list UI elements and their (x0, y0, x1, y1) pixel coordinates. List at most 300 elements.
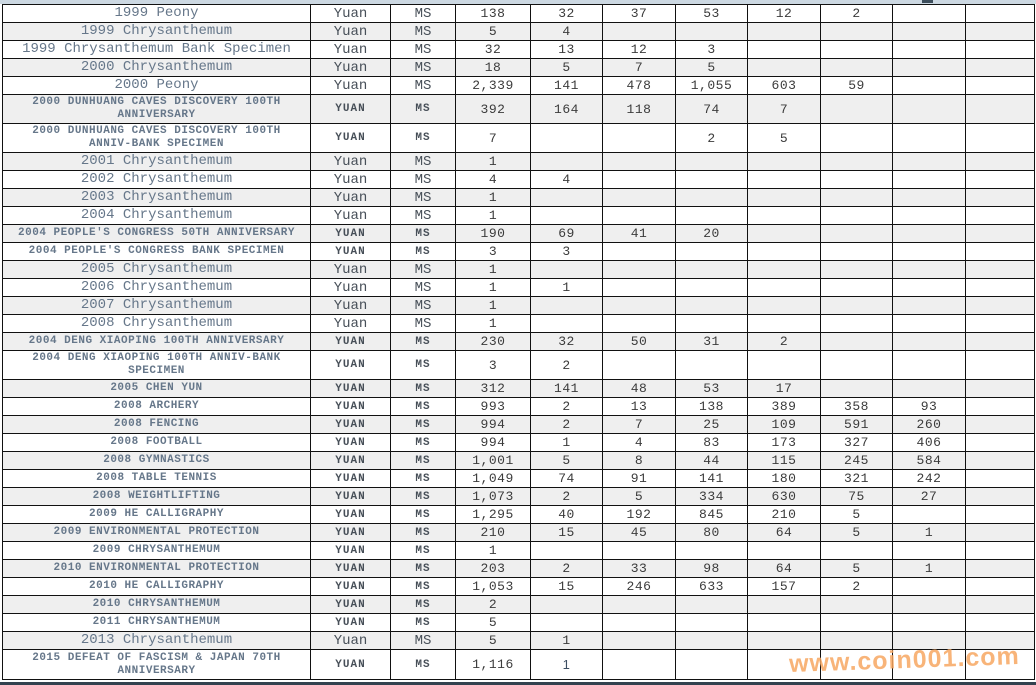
grade-count-cell: 845 (676, 506, 748, 524)
grade-count-cell (966, 470, 1035, 488)
grade-count-cell (966, 614, 1035, 632)
grade-count-cell: 44 (676, 452, 748, 470)
grade-count-cell (893, 542, 966, 560)
currency-cell: YUAN (311, 333, 391, 351)
scrollbar-thumb[interactable] (922, 0, 933, 3)
coin-name-link[interactable]: 2004 PEOPLE'S CONGRESS 50TH ANNIVERSARY (3, 225, 311, 243)
designation-cell: MS (391, 488, 456, 506)
grade-count-cell: 74 (676, 95, 748, 124)
table-row (3, 452, 1035, 470)
grade-count-cell (966, 506, 1035, 524)
table-row (3, 59, 1035, 77)
grade-count-cell (966, 95, 1035, 124)
grade-count-cell (893, 95, 966, 124)
currency-cell: YUAN (311, 398, 391, 416)
grade-count-cell: 93 (893, 398, 966, 416)
currency-cell: Yuan (311, 171, 391, 189)
table-row (3, 434, 1035, 452)
grade-count-cell (821, 632, 893, 650)
table-row (3, 380, 1035, 398)
grade-count-cell: 203 (456, 560, 531, 578)
grade-count-cell (966, 596, 1035, 614)
grade-count-cell (676, 207, 748, 225)
grade-count-cell (966, 153, 1035, 171)
designation-cell: MS (391, 333, 456, 351)
grade-count-cell: 138 (676, 398, 748, 416)
grade-count-cell: 138 (456, 5, 531, 23)
coin-name-link[interactable]: 2010 HE CALLIGRAPHY (3, 578, 311, 596)
grade-count-cell (748, 59, 821, 77)
currency-cell: Yuan (311, 5, 391, 23)
grade-count-cell (966, 333, 1035, 351)
currency-cell: YUAN (311, 452, 391, 470)
currency-cell: Yuan (311, 207, 391, 225)
grade-count-cell: 4 (531, 171, 603, 189)
grade-count-cell (893, 189, 966, 207)
coin-name-link[interactable]: 2008 Chrysanthemum (3, 315, 311, 333)
grade-count-cell (531, 297, 603, 315)
grade-count-cell (966, 488, 1035, 506)
grade-count-cell (676, 153, 748, 171)
coin-name-link[interactable]: 2004 Chrysanthemum (3, 207, 311, 225)
designation-cell: MS (391, 225, 456, 243)
grade-count-cell: 17 (748, 380, 821, 398)
grade-count-cell: 327 (821, 434, 893, 452)
currency-cell: YUAN (311, 416, 391, 434)
grade-count-cell (603, 596, 676, 614)
grade-count-cell (676, 650, 748, 680)
coin-name-link[interactable]: 2010 CHRYSANTHEMUM (3, 596, 311, 614)
grade-count-cell (748, 297, 821, 315)
coin-name-link[interactable]: 2000 Peony (3, 77, 311, 95)
grade-count-cell (893, 596, 966, 614)
grade-count-cell: 7 (456, 124, 531, 153)
grade-count-cell: 3 (456, 351, 531, 380)
grade-count-cell (676, 614, 748, 632)
grade-count-cell (966, 261, 1035, 279)
grade-count-cell (531, 124, 603, 153)
grade-count-cell: 245 (821, 452, 893, 470)
currency-cell: Yuan (311, 315, 391, 333)
grade-count-cell (893, 578, 966, 596)
coin-name-link[interactable]: 2007 Chrysanthemum (3, 297, 311, 315)
grade-count-cell: 210 (456, 524, 531, 542)
grade-count-cell: 1 (893, 560, 966, 578)
currency-cell: Yuan (311, 77, 391, 95)
grade-count-cell: 4 (603, 434, 676, 452)
grade-count-cell: 1 (531, 650, 603, 680)
currency-cell: YUAN (311, 124, 391, 153)
grade-count-cell (603, 23, 676, 41)
grade-count-cell (966, 632, 1035, 650)
designation-cell: MS (391, 434, 456, 452)
grade-count-cell (893, 207, 966, 225)
designation-cell: MS (391, 578, 456, 596)
grade-count-cell (966, 452, 1035, 470)
coin-name-link[interactable]: 2008 WEIGHTLIFTING (3, 488, 311, 506)
coin-name-link[interactable]: 2006 Chrysanthemum (3, 279, 311, 297)
grade-count-cell (603, 632, 676, 650)
coin-name-link[interactable]: 2009 CHRYSANTHEMUM (3, 542, 311, 560)
coin-name-link[interactable]: 2005 CHEN YUN (3, 380, 311, 398)
grade-count-cell (821, 297, 893, 315)
grade-count-cell: 13 (531, 41, 603, 59)
grade-count-cell: 312 (456, 380, 531, 398)
currency-cell: YUAN (311, 434, 391, 452)
grade-count-cell (748, 279, 821, 297)
table-row (3, 279, 1035, 297)
grade-count-cell (603, 297, 676, 315)
grade-count-cell: 115 (748, 452, 821, 470)
table-row (3, 171, 1035, 189)
grade-count-cell (603, 171, 676, 189)
grade-count-cell (966, 578, 1035, 596)
coin-name-link[interactable]: 2008 TABLE TENNIS (3, 470, 311, 488)
coin-name-link[interactable]: 2002 Chrysanthemum (3, 171, 311, 189)
coin-name-link[interactable]: 2004 PEOPLE'S CONGRESS BANK SPECIMEN (3, 243, 311, 261)
designation-cell: MS (391, 524, 456, 542)
table-row (3, 153, 1035, 171)
grade-count-cell (966, 207, 1035, 225)
designation-cell: MS (391, 5, 456, 23)
grade-count-cell: 5 (821, 524, 893, 542)
grade-count-cell: 50 (603, 333, 676, 351)
grade-count-cell: 1 (531, 279, 603, 297)
designation-cell: MS (391, 95, 456, 124)
grade-count-cell: 118 (603, 95, 676, 124)
grade-count-cell (531, 614, 603, 632)
grade-count-cell: 75 (821, 488, 893, 506)
designation-cell: MS (391, 171, 456, 189)
grade-count-cell: 993 (456, 398, 531, 416)
currency-cell: YUAN (311, 351, 391, 380)
coin-name-link[interactable]: 2008 GYMNASTICS (3, 452, 311, 470)
grade-count-cell (893, 333, 966, 351)
designation-cell: MS (391, 243, 456, 261)
coin-name-link[interactable]: 2008 ARCHERY (3, 398, 311, 416)
grade-count-cell: 1 (456, 207, 531, 225)
grade-count-cell: 1,001 (456, 452, 531, 470)
grade-count-cell: 1 (456, 542, 531, 560)
grade-count-cell (676, 23, 748, 41)
grade-count-cell: 5 (748, 124, 821, 153)
grade-count-cell (531, 207, 603, 225)
grade-count-cell (748, 632, 821, 650)
currency-cell: Yuan (311, 261, 391, 279)
grade-count-cell: 1 (456, 279, 531, 297)
grade-count-cell (821, 243, 893, 261)
grade-count-cell (531, 315, 603, 333)
grade-count-cell (893, 59, 966, 77)
table-row (3, 542, 1035, 560)
grade-count-cell: 994 (456, 434, 531, 452)
grade-count-cell: 59 (821, 77, 893, 95)
grade-count-cell: 2 (676, 124, 748, 153)
designation-cell: MS (391, 398, 456, 416)
grade-count-cell: 190 (456, 225, 531, 243)
coin-name-link[interactable]: 1999 Peony (3, 5, 311, 23)
grade-count-cell: 389 (748, 398, 821, 416)
coin-name-link[interactable]: 2013 Chrysanthemum (3, 632, 311, 650)
grade-count-cell: 230 (456, 333, 531, 351)
grade-count-cell: 2 (531, 398, 603, 416)
grade-count-cell (603, 243, 676, 261)
grade-count-cell: 157 (748, 578, 821, 596)
grade-count-cell: 584 (893, 452, 966, 470)
designation-cell: MS (391, 614, 456, 632)
table-row (3, 225, 1035, 243)
grade-count-cell (531, 596, 603, 614)
grade-count-cell (748, 315, 821, 333)
coin-name-link[interactable]: 1999 Chrysanthemum Bank Specimen (3, 41, 311, 59)
coin-name-link[interactable]: 2004 DENG XIAOPING 100TH ANNIV-BANK SPECIMEN (3, 351, 311, 380)
grade-count-cell (603, 614, 676, 632)
grade-count-cell (893, 261, 966, 279)
grade-count-cell: 994 (456, 416, 531, 434)
grade-count-cell (821, 261, 893, 279)
table-row (3, 632, 1035, 650)
table-row (3, 124, 1035, 153)
coin-name-link[interactable]: 2009 HE CALLIGRAPHY (3, 506, 311, 524)
currency-cell: Yuan (311, 23, 391, 41)
grade-count-cell: 164 (531, 95, 603, 124)
grade-count-cell (893, 380, 966, 398)
grade-count-cell (821, 315, 893, 333)
designation-cell: MS (391, 315, 456, 333)
grade-count-cell: 64 (748, 524, 821, 542)
grade-count-cell: 32 (456, 41, 531, 59)
grade-count-cell: 141 (531, 77, 603, 95)
designation-cell: MS (391, 59, 456, 77)
designation-cell: MS (391, 297, 456, 315)
grade-count-cell: 406 (893, 434, 966, 452)
grade-count-cell: 1 (456, 315, 531, 333)
currency-cell: YUAN (311, 596, 391, 614)
grade-count-cell: 478 (603, 77, 676, 95)
coin-name-link[interactable]: 2009 ENVIRONMENTAL PROTECTION (3, 524, 311, 542)
coin-name-link[interactable]: 2011 CHRYSANTHEMUM (3, 614, 311, 632)
currency-cell: YUAN (311, 488, 391, 506)
currency-cell: Yuan (311, 153, 391, 171)
grade-count-cell: 633 (676, 578, 748, 596)
grade-count-cell: 334 (676, 488, 748, 506)
grade-count-cell (893, 243, 966, 261)
coin-name-link[interactable]: 2015 DEFEAT OF FASCISM & JAPAN 70TH ANNIVERSARY (3, 650, 311, 680)
grade-count-cell (821, 279, 893, 297)
coin-name-link[interactable]: 2001 Chrysanthemum (3, 153, 311, 171)
designation-cell: MS (391, 77, 456, 95)
grade-count-cell: 260 (893, 416, 966, 434)
grade-count-cell: 2 (531, 416, 603, 434)
grade-count-cell: 1,053 (456, 578, 531, 596)
grade-count-cell: 4 (531, 23, 603, 41)
currency-cell: YUAN (311, 225, 391, 243)
grade-count-cell (821, 650, 893, 680)
grade-count-cell (893, 5, 966, 23)
grade-count-cell (821, 23, 893, 41)
currency-cell: YUAN (311, 506, 391, 524)
currency-cell: Yuan (311, 297, 391, 315)
table-row (3, 614, 1035, 632)
grade-count-cell: 45 (603, 524, 676, 542)
grade-count-cell: 13 (603, 398, 676, 416)
grade-count-cell (893, 171, 966, 189)
currency-cell: YUAN (311, 95, 391, 124)
grade-count-cell (603, 279, 676, 297)
grade-count-cell: 15 (531, 578, 603, 596)
currency-cell: YUAN (311, 614, 391, 632)
grade-count-cell: 2 (531, 488, 603, 506)
grade-count-cell (676, 315, 748, 333)
grade-count-cell: 5 (531, 59, 603, 77)
grade-count-cell: 53 (676, 380, 748, 398)
grade-count-cell (748, 207, 821, 225)
grade-count-cell (603, 189, 676, 207)
currency-cell: YUAN (311, 560, 391, 578)
grade-count-cell: 4 (456, 171, 531, 189)
coin-name-link[interactable]: 2010 ENVIRONMENTAL PROTECTION (3, 560, 311, 578)
currency-cell: YUAN (311, 650, 391, 680)
designation-cell: MS (391, 452, 456, 470)
grade-count-cell: 80 (676, 524, 748, 542)
grade-count-cell: 83 (676, 434, 748, 452)
table-row (3, 650, 1035, 680)
grade-count-cell (603, 124, 676, 153)
table-row (3, 41, 1035, 59)
grade-count-cell (893, 351, 966, 380)
grade-count-cell: 5 (821, 506, 893, 524)
grade-count-cell (893, 41, 966, 59)
grade-count-cell (748, 243, 821, 261)
grade-count-cell: 1,073 (456, 488, 531, 506)
grade-count-cell: 1 (456, 297, 531, 315)
grade-count-cell: 5 (456, 23, 531, 41)
grade-count-cell: 18 (456, 59, 531, 77)
grade-count-cell (821, 189, 893, 207)
coin-name-link[interactable]: 2000 DUNHUANG CAVES DISCOVERY 100TH ANNIVERSARY (3, 95, 311, 124)
designation-cell: MS (391, 351, 456, 380)
grade-count-cell (748, 171, 821, 189)
grade-count-cell (676, 279, 748, 297)
table-row (3, 5, 1035, 23)
grade-count-cell (966, 243, 1035, 261)
grade-count-cell: 192 (603, 506, 676, 524)
coin-name-link[interactable]: 2000 DUNHUANG CAVES DISCOVERY 100TH ANNIV-BANK SPECIMEN (3, 124, 311, 153)
grade-count-cell (893, 77, 966, 95)
grade-count-cell (748, 225, 821, 243)
grade-count-cell (966, 189, 1035, 207)
designation-cell: MS (391, 261, 456, 279)
grade-count-cell (821, 333, 893, 351)
table-row (3, 95, 1035, 124)
designation-cell: MS (391, 542, 456, 560)
coin-name-link[interactable]: 2008 FOOTBALL (3, 434, 311, 452)
grade-count-cell: 210 (748, 506, 821, 524)
designation-cell: MS (391, 506, 456, 524)
table-row (3, 596, 1035, 614)
grade-count-cell: 1,049 (456, 470, 531, 488)
grade-count-cell (966, 524, 1035, 542)
grade-count-cell (966, 124, 1035, 153)
table-row (3, 23, 1035, 41)
designation-cell: MS (391, 279, 456, 297)
grade-count-cell: 53 (676, 5, 748, 23)
coin-name-link[interactable]: 1999 Chrysanthemum (3, 23, 311, 41)
grade-count-cell (893, 279, 966, 297)
currency-cell: Yuan (311, 59, 391, 77)
grade-count-cell: 3 (456, 243, 531, 261)
grade-count-cell (676, 261, 748, 279)
grade-count-cell: 358 (821, 398, 893, 416)
table-row (3, 189, 1035, 207)
grade-count-cell (893, 632, 966, 650)
grade-count-cell (966, 650, 1035, 680)
table-row (3, 560, 1035, 578)
coin-name-link[interactable]: 2003 Chrysanthemum (3, 189, 311, 207)
designation-cell: MS (391, 23, 456, 41)
grade-count-cell (821, 596, 893, 614)
grade-count-cell (966, 5, 1035, 23)
grade-count-cell: 5 (676, 59, 748, 77)
grade-count-cell: 1 (531, 632, 603, 650)
currency-cell: YUAN (311, 524, 391, 542)
grade-count-cell (821, 41, 893, 59)
designation-cell: MS (391, 380, 456, 398)
currency-cell: YUAN (311, 243, 391, 261)
grade-count-cell: 246 (603, 578, 676, 596)
coin-name-link[interactable]: 2008 FENCING (3, 416, 311, 434)
grade-count-cell: 1 (456, 189, 531, 207)
grade-count-cell: 109 (748, 416, 821, 434)
grade-count-cell (748, 23, 821, 41)
grade-count-cell: 12 (748, 5, 821, 23)
coin-name-link[interactable]: 2005 Chrysanthemum (3, 261, 311, 279)
grade-count-cell: 3 (676, 41, 748, 59)
grade-count-cell (893, 225, 966, 243)
grade-count-cell: 69 (531, 225, 603, 243)
grade-count-cell (966, 171, 1035, 189)
grade-count-cell (966, 59, 1035, 77)
grade-count-cell: 12 (603, 41, 676, 59)
grade-count-cell: 41 (603, 225, 676, 243)
table-row (3, 524, 1035, 542)
grade-count-cell (748, 351, 821, 380)
designation-cell: MS (391, 470, 456, 488)
designation-cell: MS (391, 650, 456, 680)
grade-count-cell (748, 41, 821, 59)
grade-count-cell (966, 41, 1035, 59)
grade-count-cell: 37 (603, 5, 676, 23)
grade-count-cell (603, 207, 676, 225)
table-row (3, 578, 1035, 596)
grade-count-cell (531, 189, 603, 207)
currency-cell: YUAN (311, 380, 391, 398)
grade-count-cell (603, 315, 676, 333)
grade-count-cell: 7 (603, 59, 676, 77)
grade-count-cell: 5 (456, 614, 531, 632)
currency-cell: Yuan (311, 189, 391, 207)
grade-count-cell: 2 (531, 560, 603, 578)
grade-count-cell: 7 (603, 416, 676, 434)
coin-name-link[interactable]: 2000 Chrysanthemum (3, 59, 311, 77)
coin-name-link[interactable]: 2004 DENG XIAOPING 100TH ANNIVERSARY (3, 333, 311, 351)
grade-count-cell (966, 351, 1035, 380)
grade-count-cell (676, 632, 748, 650)
grade-count-cell: 33 (603, 560, 676, 578)
grade-count-cell: 321 (821, 470, 893, 488)
designation-cell: MS (391, 596, 456, 614)
grade-count-cell: 2 (821, 578, 893, 596)
